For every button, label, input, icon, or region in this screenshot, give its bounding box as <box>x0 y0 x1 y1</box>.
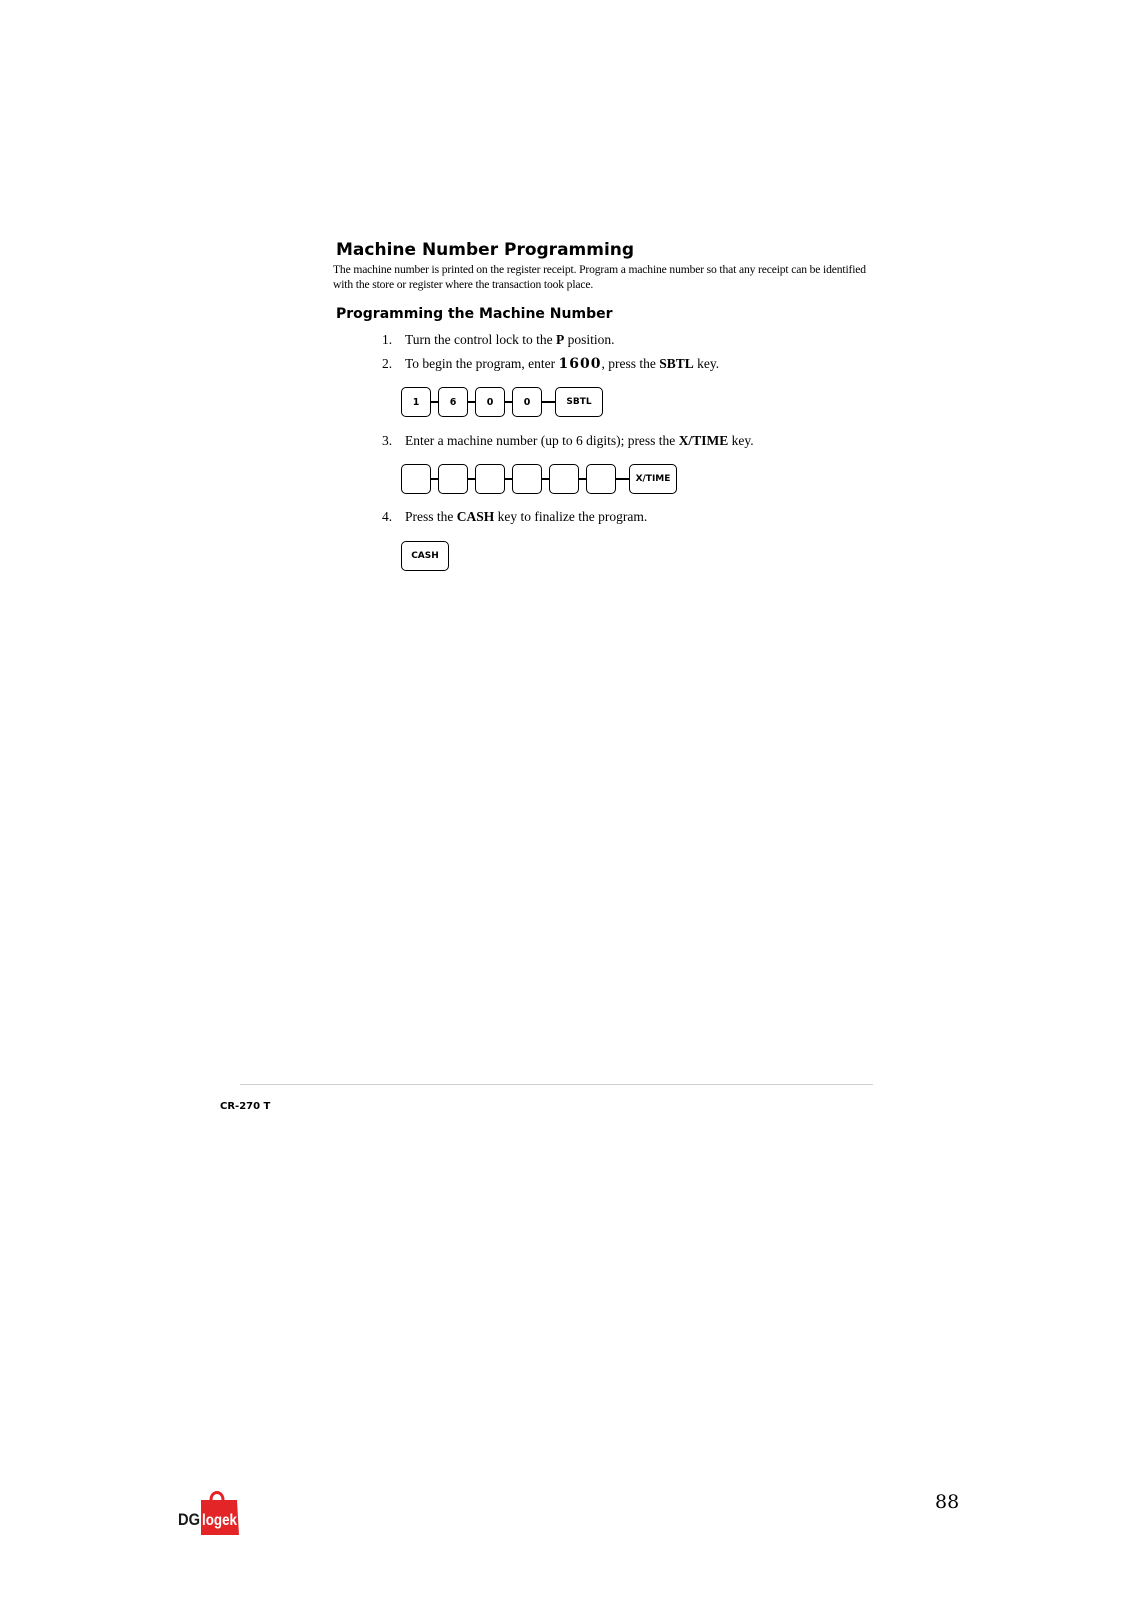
footer-model: CR-270 T <box>220 1101 271 1112</box>
key-connector <box>505 401 512 402</box>
step-text: key. <box>693 356 720 371</box>
step-number: 4. <box>382 509 393 524</box>
step-text: , press the <box>601 356 660 371</box>
step-4 <box>382 509 647 525</box>
key-x-time: X/TIME <box>629 464 677 494</box>
step-keyword: P <box>556 332 565 347</box>
step-text: Enter a machine number (up to 6 digits); press the <box>405 433 679 448</box>
step-text: Press the <box>405 509 457 524</box>
step-keyword: X/TIME <box>678 433 729 448</box>
step-text: To begin the program, enter <box>405 356 559 371</box>
footer-divider <box>240 1084 873 1085</box>
step-text: Turn the control lock to the <box>405 332 556 347</box>
logo-text-dg: DG <box>178 1510 200 1529</box>
key-connector <box>431 401 438 402</box>
key-cash: CASH <box>401 541 449 571</box>
dg-logek-logo-icon <box>177 1488 241 1538</box>
key-sequence-step3 <box>401 464 677 494</box>
step-number: 2. <box>382 356 393 371</box>
step-1 <box>382 332 615 348</box>
page-number: 88 <box>935 1491 960 1513</box>
key-digit-blank <box>549 464 579 494</box>
logo-text-logek: logek <box>202 1512 238 1529</box>
step-number: 3. <box>382 433 393 448</box>
step-code: 1600 <box>558 356 602 372</box>
key-digit-blank <box>475 464 505 494</box>
step-keyword: SBTL <box>659 356 694 371</box>
key-connector <box>579 478 586 479</box>
section-subtitle: Programming the Machine Number <box>336 306 613 322</box>
key-0: 0 <box>512 387 542 417</box>
key-sbtl: SBTL <box>555 387 603 417</box>
key-digit-blank <box>586 464 616 494</box>
step-2 <box>382 356 719 372</box>
key-connector <box>542 478 549 479</box>
section-title: Machine Number Programming <box>336 240 635 260</box>
step-text: key. <box>728 433 754 448</box>
key-connector <box>505 478 512 479</box>
key-connector <box>616 478 629 479</box>
step-3 <box>382 433 754 449</box>
key-6: 6 <box>438 387 468 417</box>
step-number: 1. <box>382 332 393 347</box>
key-connector <box>468 401 475 402</box>
key-connector <box>468 478 475 479</box>
key-connector <box>542 401 555 402</box>
key-digit-blank <box>512 464 542 494</box>
key-sequence-step2 <box>401 387 603 417</box>
step-text: key to finalize the program. <box>494 509 648 524</box>
step-text: position. <box>564 332 615 347</box>
step-keyword: CASH <box>456 509 495 524</box>
key-connector <box>431 478 438 479</box>
key-1: 1 <box>401 387 431 417</box>
key-digit-blank <box>438 464 468 494</box>
key-digit-blank <box>401 464 431 494</box>
key-0: 0 <box>475 387 505 417</box>
key-sequence-step4 <box>401 541 449 571</box>
section-intro: The machine number is printed on the register receipt. Program a machine number so that any receipt can be identified with the store or register where the transaction took place. <box>333 263 866 291</box>
logo-bag-handle <box>211 1493 223 1501</box>
